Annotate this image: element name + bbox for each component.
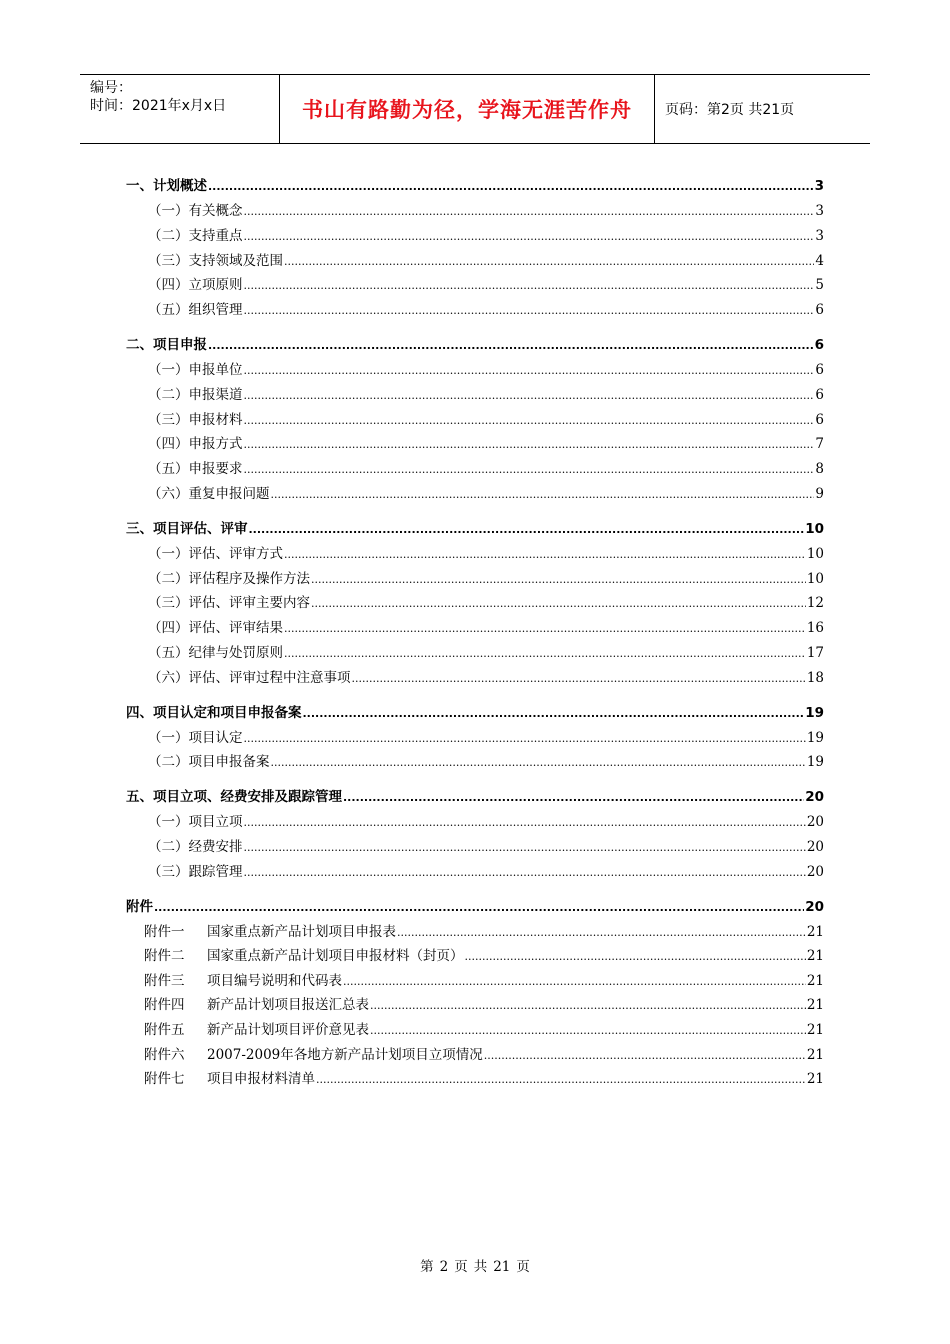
header-meta <box>80 75 280 143</box>
toc-appendix-title: 项目申报材料清单 <box>207 1071 315 1088</box>
toc-appendix-index: 附件二 <box>144 948 185 965</box>
toc-entry-label: （一）申报单位 <box>148 361 243 378</box>
toc-section-entry[interactable] <box>126 567 824 592</box>
toc-appendix-entry[interactable] <box>126 969 824 994</box>
toc-chapter-entry[interactable] <box>126 333 824 358</box>
toc-appendix-index: 附件一 <box>144 923 185 940</box>
toc-appendix-entry[interactable] <box>126 920 824 945</box>
table-of-contents <box>126 174 824 1092</box>
toc-appendix-entry[interactable] <box>126 1018 824 1043</box>
toc-section-entry[interactable] <box>126 860 824 885</box>
toc-appendix-index: 附件五 <box>144 1021 185 1038</box>
toc-page-number: 3 <box>815 227 824 244</box>
toc-section-entry[interactable] <box>126 616 824 641</box>
toc-leader-dots <box>370 999 806 1012</box>
toc-leader-dots <box>208 180 814 193</box>
toc-page-number: 21 <box>806 948 824 965</box>
toc-page-number: 3 <box>815 203 824 219</box>
toc-entry-label <box>126 969 342 989</box>
toc-entry-label: （一）项目认定 <box>148 729 243 746</box>
footer-ye-2: 页 <box>516 1259 530 1275</box>
toc-leader-dots <box>284 255 814 268</box>
toc-leader-dots <box>343 791 804 804</box>
toc-page-number: 20 <box>805 898 824 915</box>
toc-page-number: 6 <box>814 336 824 353</box>
toc-page-number: 17 <box>806 644 824 661</box>
toc-page-number: 6 <box>815 386 824 403</box>
toc-page-number: 21 <box>806 1071 824 1088</box>
toc-leader-dots <box>244 866 806 879</box>
toc-appendix-title: 新产品计划项目评价意见表 <box>207 1021 369 1038</box>
toc-leader-dots <box>244 816 806 829</box>
toc-entry-label: （四）立项原则 <box>148 277 243 294</box>
toc-leader-dots <box>284 647 806 660</box>
toc-leader-dots <box>311 573 806 586</box>
toc-leader-dots <box>244 414 815 427</box>
toc-entry-label <box>126 920 396 940</box>
toc-gap <box>126 885 824 895</box>
toc-entry-label: （四）申报方式 <box>148 436 243 453</box>
toc-page-number: 19 <box>806 754 824 771</box>
toc-leader-dots <box>284 548 806 561</box>
toc-page-number: 19 <box>805 704 824 721</box>
toc-appendix-title: 国家重点新产品计划项目申报表 <box>207 923 396 940</box>
toc-entry-label: （二）支持重点 <box>148 227 243 244</box>
toc-entry-label: （五）纪律与处罚原则 <box>148 644 283 661</box>
toc-appendix-title: 2007-2009年各地方新产品计划项目立项情况 <box>207 1046 483 1063</box>
page-header <box>80 74 870 144</box>
toc-leader-dots <box>352 672 806 685</box>
toc-appendix-entry[interactable] <box>126 944 824 969</box>
toc-section-entry[interactable] <box>126 249 824 274</box>
toc-entry-label: （五）申报要求 <box>148 461 243 478</box>
toc-section-entry[interactable] <box>126 432 824 457</box>
document-number-label: 编号： <box>90 80 132 96</box>
toc-appendix-index: 附件三 <box>144 972 185 989</box>
toc-leader-dots <box>208 339 814 352</box>
toc-leader-dots <box>465 950 806 963</box>
toc-leader-dots <box>311 597 806 610</box>
toc-entry-label: 附件 <box>126 898 153 915</box>
toc-page-number: 21 <box>806 923 824 940</box>
toc-leader-dots <box>316 1073 806 1086</box>
toc-gap <box>126 507 824 517</box>
toc-leader-dots <box>249 523 805 536</box>
toc-entry-label: （一）有关概念 <box>148 203 243 219</box>
toc-leader-dots <box>370 1024 806 1037</box>
toc-page-number: 7 <box>815 436 824 453</box>
toc-entry-label: 五、项目立项、经费安排及跟踪管理 <box>126 789 342 806</box>
toc-appendix-title: 新产品计划项目报送汇总表 <box>207 997 369 1014</box>
toc-entry-label: （二）评估程序及操作方法 <box>148 570 310 587</box>
toc-leader-dots <box>244 463 815 476</box>
toc-leader-dots <box>271 756 806 769</box>
toc-section-entry[interactable] <box>126 224 824 249</box>
toc-entry-label <box>126 944 464 964</box>
toc-section-entry[interactable] <box>126 482 824 507</box>
toc-page-number: 5 <box>815 277 824 294</box>
toc-section-entry[interactable] <box>126 298 824 323</box>
toc-page-number: 21 <box>806 1021 824 1038</box>
toc-entry-label: （二）经费安排 <box>148 838 243 855</box>
toc-section-entry[interactable] <box>126 591 824 616</box>
toc-gap <box>126 323 824 333</box>
toc-section-entry[interactable] <box>126 358 824 383</box>
toc-page-number: 9 <box>815 485 824 502</box>
footer-current-page: 2 <box>439 1259 449 1275</box>
toc-page-number: 6 <box>815 361 824 378</box>
toc-chapter-entry[interactable] <box>126 701 824 726</box>
toc-section-entry[interactable] <box>126 726 824 751</box>
toc-page-number: 6 <box>815 302 824 319</box>
header-motto: 书山有路勤为径，学海无涯苦作舟 <box>280 75 655 143</box>
toc-leader-dots <box>244 438 815 451</box>
toc-page-number: 20 <box>806 838 824 855</box>
toc-appendix-index: 附件七 <box>144 1071 185 1088</box>
toc-chapter-entry[interactable] <box>126 895 824 920</box>
toc-section-entry[interactable] <box>126 835 824 860</box>
toc-page-number: 20 <box>805 789 824 806</box>
toc-leader-dots <box>397 926 806 939</box>
toc-section-entry[interactable] <box>126 273 824 298</box>
toc-section-entry[interactable] <box>126 408 824 433</box>
toc-leader-dots <box>244 732 806 745</box>
toc-section-entry[interactable] <box>126 810 824 835</box>
toc-page-number: 4 <box>815 252 824 269</box>
footer-di: 第 <box>420 1259 434 1275</box>
toc-leader-dots <box>244 841 806 854</box>
toc-section-entry[interactable] <box>126 199 824 224</box>
toc-leader-dots <box>244 205 815 218</box>
toc-section-entry[interactable] <box>126 542 824 567</box>
toc-entry-label: （一）项目立项 <box>148 814 243 831</box>
toc-appendix-index: 附件六 <box>144 1046 185 1063</box>
toc-page-number: 10 <box>806 570 824 587</box>
toc-appendix-title: 项目编号说明和代码表 <box>207 972 342 989</box>
toc-page-number: 19 <box>806 729 824 746</box>
toc-entry-label: （三）评估、评审主要内容 <box>148 595 310 612</box>
toc-page-number: 10 <box>806 545 824 562</box>
toc-entry-label: （三）支持领域及范围 <box>148 252 283 269</box>
toc-page-number: 18 <box>806 669 824 686</box>
toc-appendix-entry[interactable] <box>126 1043 824 1068</box>
toc-entry-label: （三）跟踪管理 <box>148 863 243 880</box>
toc-leader-dots <box>244 364 815 377</box>
toc-entry-label: （四）评估、评审结果 <box>148 620 283 637</box>
toc-entry-label <box>126 1043 483 1063</box>
toc-page-number: 21 <box>806 1046 824 1063</box>
toc-entry-label: （二）申报渠道 <box>148 386 243 403</box>
toc-entry-label: （六）评估、评审过程中注意事项 <box>148 669 351 686</box>
toc-entry-label <box>126 993 369 1013</box>
toc-leader-dots <box>244 279 815 292</box>
toc-entry-label <box>126 1067 315 1087</box>
toc-page-number: 20 <box>806 863 824 880</box>
toc-page-number: 3 <box>814 178 824 194</box>
toc-entry-label: 一、计划概述 <box>126 178 207 194</box>
toc-page-number: 10 <box>805 520 824 537</box>
footer-ye: 页 <box>454 1259 468 1275</box>
toc-entry-label: （五）组织管理 <box>148 302 243 319</box>
toc-leader-dots <box>303 707 805 720</box>
toc-gap <box>126 775 824 785</box>
toc-entry-label: （二）项目申报备案 <box>148 754 270 771</box>
header-page-info: 页码：第2页 共21页 <box>665 102 795 118</box>
toc-section-entry[interactable] <box>126 457 824 482</box>
toc-chapter-entry[interactable] <box>126 785 824 810</box>
toc-leader-dots <box>244 389 815 402</box>
toc-leader-dots <box>271 488 815 501</box>
page-footer <box>0 1255 950 1275</box>
toc-leader-dots <box>244 230 815 243</box>
toc-entry-label: 三、项目评估、评审 <box>126 520 248 537</box>
toc-chapter-entry[interactable] <box>126 517 824 542</box>
toc-section-entry[interactable] <box>126 750 824 775</box>
toc-section-entry[interactable] <box>126 641 824 666</box>
toc-appendix-title: 国家重点新产品计划项目申报材料（封页） <box>207 948 464 965</box>
toc-appendix-entry[interactable] <box>126 1067 824 1092</box>
toc-leader-dots <box>484 1049 806 1062</box>
toc-page-number: 21 <box>806 972 824 989</box>
toc-gap <box>126 691 824 701</box>
toc-chapter-entry[interactable] <box>126 174 824 199</box>
toc-entry-label: （一）评估、评审方式 <box>148 545 283 562</box>
toc-leader-dots <box>284 622 806 635</box>
toc-page-number: 8 <box>815 461 824 478</box>
footer-total-pages: 21 <box>493 1259 511 1275</box>
toc-page-number: 12 <box>806 595 824 612</box>
toc-leader-dots <box>154 901 804 914</box>
toc-section-entry[interactable] <box>126 666 824 691</box>
toc-appendix-entry[interactable] <box>126 993 824 1018</box>
document-time-label: 时间：2021年x月x日 <box>90 98 227 114</box>
toc-entry-label: 四、项目认定和项目申报备案 <box>126 704 302 721</box>
toc-entry-label: （三）申报材料 <box>148 411 243 428</box>
toc-leader-dots <box>343 975 806 988</box>
toc-page-number: 20 <box>806 814 824 831</box>
toc-page-number: 16 <box>806 620 824 637</box>
toc-entry-label: 二、项目申报 <box>126 336 207 353</box>
toc-entry-label: （六）重复申报问题 <box>148 485 270 502</box>
toc-page-number: 6 <box>815 411 824 428</box>
footer-gong: 共 <box>473 1259 488 1275</box>
toc-entry-label <box>126 1018 369 1038</box>
toc-page-number: 21 <box>806 997 824 1014</box>
toc-appendix-index: 附件四 <box>144 997 185 1014</box>
toc-leader-dots <box>244 304 815 317</box>
toc-section-entry[interactable] <box>126 383 824 408</box>
